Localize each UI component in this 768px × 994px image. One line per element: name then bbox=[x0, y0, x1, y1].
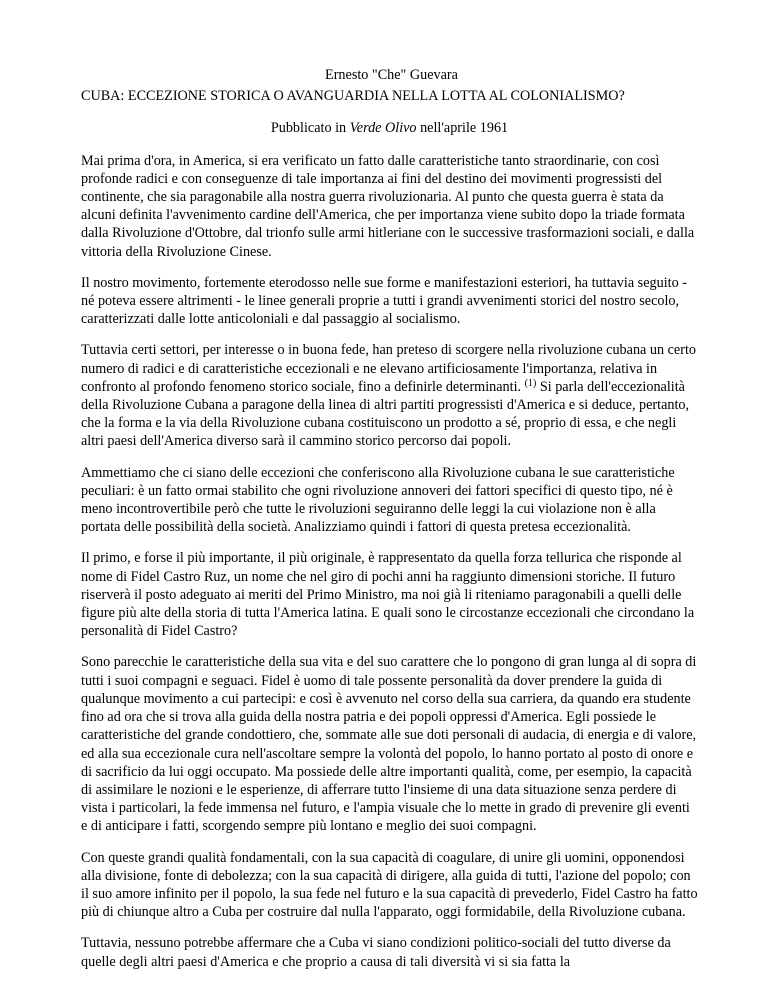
paragraph-4: Ammettiamo che ci siano delle eccezioni che conferiscono alla Rivoluzione cubana le sue caratteristiche peculiari: è un fatto ormai stabilito che ogni rivoluzione annoveri dei fattori specifici di questo tipo, né è meno incontrovertibile però che tutte le rivoluzioni seguiranno delle leggi la cui violazione non è alla portata delle possibilità della società. Analizziamo quindi i fattori di questa pretesa eccezionalità. bbox=[81, 464, 675, 536]
publication-prefix: Pubblicato in bbox=[270, 120, 350, 137]
paragraph-2: Il nostro movimento, fortemente eterodosso nelle sue forme e manifestazioni esteriori, ha tuttavia seguito - né poteva essere altrimenti - le linee generali proprie a tutti i grandi avvenimenti storici del nostro secolo, caratterizzati dalle lotte anticoloniali e dal passaggio al socialismo. bbox=[81, 274, 687, 328]
publication-line bbox=[81, 119, 698, 137]
paragraph-7: Con queste grandi qualità fondamentali, con la sua capacità di coagulare, di unire gli uomini, opponendosi alla divisione, fonte di debolezza; con la sua capacità di dirigere, alla guida di tutti, l'azione del popolo; con il suo amore infinito per il popolo, la sua fede nel futuro e la sua capacità di prevederlo, Fidel Castro ha fatto più di chiunque altro a Cuba per costruire dal nulla l'apparato, oggi formidabile, della Rivoluzione cubana. bbox=[81, 849, 698, 921]
paragraph-3-part-b: Si parla dell'eccezionalità della Rivoluzione Cubana a paragone della linea di altri partiti progressisti d'America e si deduce, pertanto, che la forma e la via della Rivoluzione cubana costituiscono un prodotto a sé, proprio di essa, e che negli altri paesi dell'America diverso sarà il cammino storico percorso dai popoli. bbox=[81, 378, 690, 450]
paragraph-3-part-a: Tuttavia certi settori, per interesse o in buona fede, han preteso di scorgere nella rivoluzione cubana un certo numero di radici e di caratteristiche eccezionali e ne elevano artificiosamente l'importanza, relativa in confronto al profondo fenomeno storico sociale, fino a definirle determinanti. bbox=[81, 342, 696, 395]
paragraph-3 bbox=[81, 341, 698, 450]
document-title: CUBA: ECCEZIONE STORICA O AVANGUARDIA NELLA LOTTA AL COLONIALISMO? bbox=[81, 88, 625, 105]
paragraph-5: Il primo, e forse il più importante, il più originale, è rappresentato da quella forza tellurica che risponde al nome di Fidel Castro Ruz, un nome che nel giro di pochi anni ha raggiunto dimensioni storiche. Il futuro riserverà il posto adeguato ai meriti del Primo Ministro, ma noi già li riteniamo paragonabili a quelli delle figure più alte della storia di tutta l'America latina. E quali sono le circostanze eccezionali che circondano la personalità di Fidel Castro? bbox=[81, 550, 695, 640]
paragraph-6: Sono parecchie le caratteristiche della sua vita e del suo carattere che lo pongono di gran lunga al di sopra di tutti i suoi compagni e seguaci. Fidel è uomo di tale possente personalità da dover prendere la guida di qualunque movimento a cui partecipi: e così è avvenuto nel corso della sua carriera, da quando era studente fino ad ora che si trova alla guida della nostra patria e dei popoli oppressi d'America. Egli possiede le caratteristiche del grande condottiero, che, sommate alle sue doti personali di audacia, di energia e di valore, ed alla sua eccezionale cura nell'ascoltare sempre la volontà del popolo, lo hanno portato al posto di onore e di sacrificio da lui oggi occupato. Ma possiede delle altre importanti qualità, come, per esempio, la capacità di assimilare le nozioni e le esperienze, di afferrare tutto l'insieme di una data situazione senza perdere di vista i particolari, la fede immensa nel futuro, e l'ampia visuale che lo mette in grado di prevenire gli eventi e di anticipare i fatti, scorgendo sempre più lontano e meglio dei suoi compagni. bbox=[81, 654, 697, 835]
publication-suffix: nell'aprile 1961 bbox=[416, 120, 509, 137]
footnote-marker[interactable]: (1) bbox=[524, 377, 537, 389]
journal-name: Verde Olivo bbox=[349, 120, 417, 137]
author-line: Ernesto "Che" Guevara bbox=[325, 67, 458, 83]
paragraph-1: Mai prima d'ora, in America, si era verificato un fatto dalle caratteristiche tanto straordinarie, con così profonde radici e con conseguenze di tale importanza ai fini del destino dei movimenti progressisti del continente, che sia paragonabile alla nostra guerra rivoluzionaria. Al punto che questa guerra è stata da alcuni definita l'avvenimento cardine dell'America, che per importanza viene subito dopo la triade formata dalla Rivoluzione d'Ottobre, dal trionfo sulle armi hitleriane con le successive trasformazioni sociali, e dalla vittoria della Rivoluzione Cinese. bbox=[81, 152, 695, 260]
paragraph-8: Tuttavia, nessuno potrebbe affermare che a Cuba vi siano condizioni politico-sociali del tutto diverse da quelle degli altri paesi d'America e che proprio a causa di tali diversità vi si sia fatta la bbox=[81, 935, 671, 970]
